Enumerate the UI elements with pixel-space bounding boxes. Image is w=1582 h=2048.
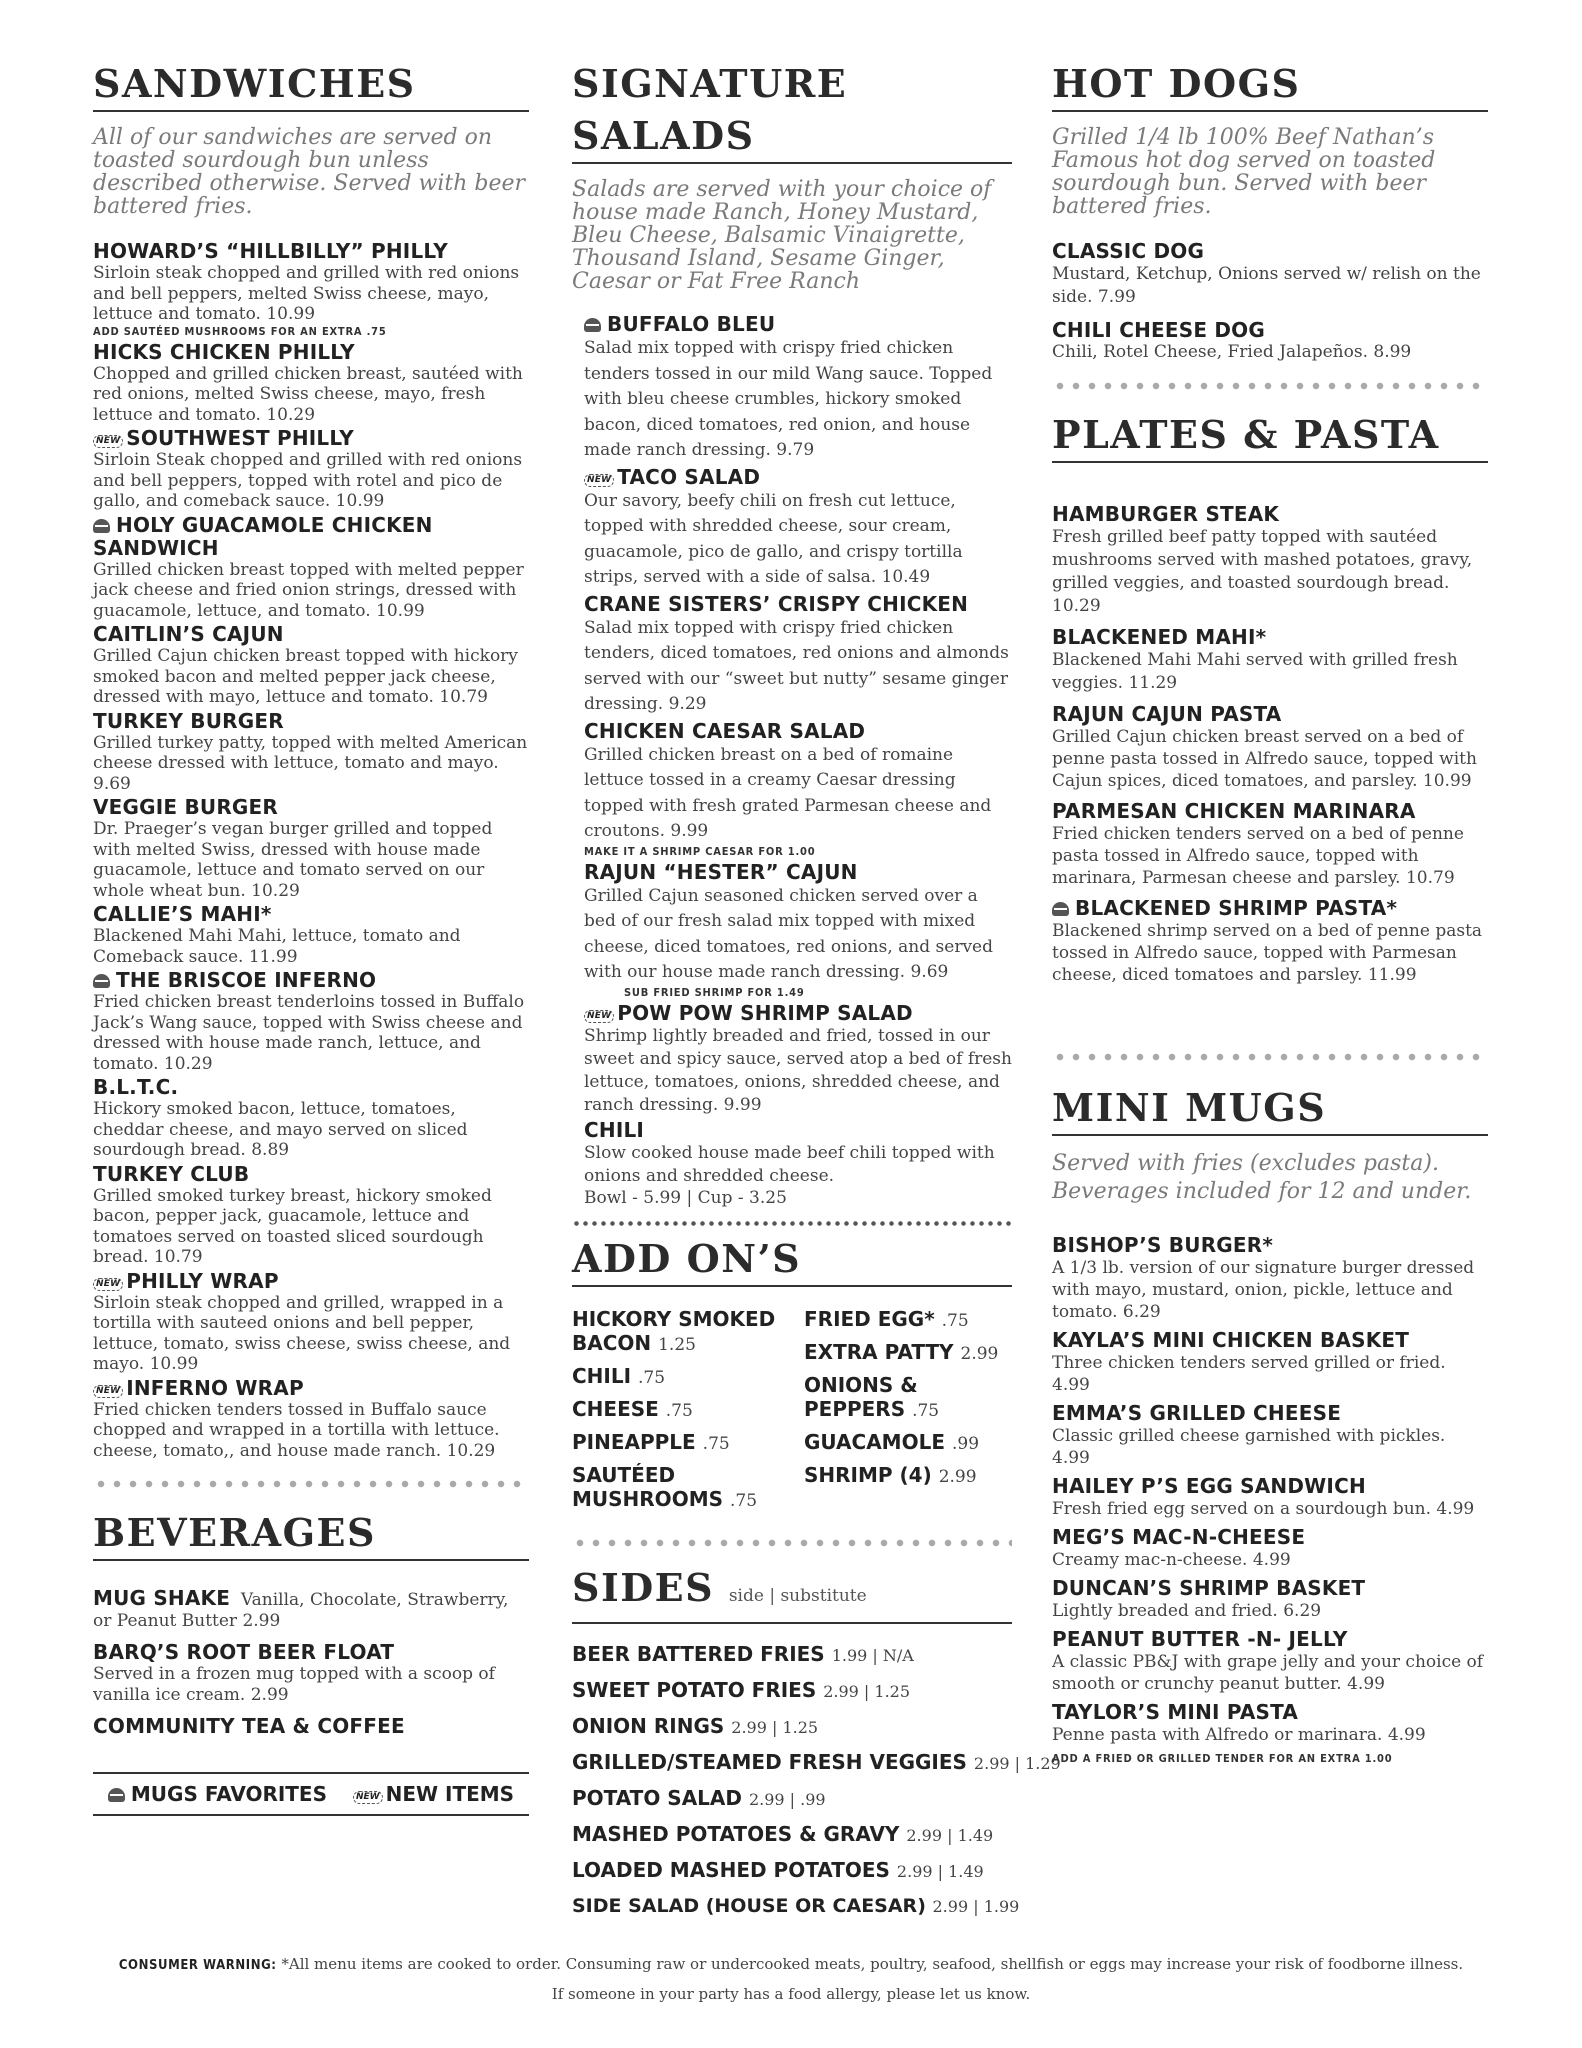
side-item: GRILLED/STEAMED FRESH VEGGIES 2.99 | 1.29	[572, 1750, 1061, 1774]
item-name: RAJUN “HESTER” CAJUN	[584, 859, 858, 884]
menu-item	[93, 623, 529, 708]
addon-item: ONIONS & PEPPERS .75	[804, 1373, 940, 1421]
new-item-icon: NEW	[584, 474, 614, 487]
new-item-icon: NEW	[353, 1791, 383, 1804]
item-name: CRANE SISTERS’ CRISPY CHICKEN	[584, 591, 969, 616]
addons-grid	[572, 1307, 1012, 1520]
addon-item: SAUTÉED MUSHROOMS .75	[572, 1463, 758, 1511]
dotted-divider	[1052, 1052, 1488, 1062]
minimugs-header	[1052, 1082, 1488, 1136]
addon-item: CHILI .75	[572, 1364, 666, 1388]
item-desc: Fried chicken tenders served on a bed of penne pasta tossed in Alfredo sauce, topped with marinara, Parmesan cheese and parsley. 10.79	[1052, 823, 1464, 888]
menu-item	[1052, 626, 1488, 695]
item-desc: Blackened Mahi Mahi, lettuce, tomato and Comeback sauce. 11.99	[93, 926, 461, 967]
item-desc: Grilled Cajun chicken breast topped with hickory smoked bacon and melted pepper jack cheese, dressed with mayo, lettuce and tomato. 10.79	[93, 646, 518, 707]
addon-item: GUACAMOLE .99	[804, 1430, 980, 1454]
item-desc: Penne pasta with Alfredo or marinara. 4.99	[1052, 1724, 1426, 1745]
dotted-divider	[93, 1479, 529, 1489]
item-desc: Grilled Cajun chicken breast served on a bed of penne pasta tossed in Alfredo sauce, topped with Cajun spices, diced tomatoes, and parsley. 10.99	[1052, 726, 1477, 791]
menu-item	[1052, 503, 1488, 618]
sides-subtitle: side | substitute	[728, 1586, 867, 1606]
item-desc: Vanilla, Chocolate, Strawberry, or Peanut Butter 2.99	[93, 1590, 509, 1631]
item-note: SUB FRIED SHRIMP FOR 1.49	[624, 985, 805, 999]
column-left	[93, 58, 529, 1816]
item-name: PHILLY WRAP	[126, 1268, 279, 1293]
mugs-favorite-icon	[93, 519, 110, 533]
menu-item	[584, 720, 1012, 859]
item-name: HICKS CHICKEN PHILLY	[93, 339, 355, 364]
side-item: LOADED MASHED POTATOES 2.99 | 1.49	[572, 1858, 984, 1882]
item-desc: Creamy mac-n-cheese. 4.99	[1052, 1549, 1291, 1570]
item-desc: Three chicken tenders served grilled or fried. 4.99	[1052, 1352, 1446, 1395]
item-name: BARQ’S ROOT BEER FLOAT	[93, 1640, 395, 1664]
new-item-icon: NEW	[93, 435, 123, 448]
item-name: CHILI	[584, 1117, 645, 1142]
item-name: CHICKEN CAESAR SALAD	[584, 718, 866, 743]
item-name: MEG’S MAC-N-CHEESE	[1052, 1524, 1306, 1549]
item-name: EMMA’S GRILLED CHEESE	[1052, 1400, 1342, 1425]
item-desc: Classic grilled cheese garnished with pickles. 4.99	[1052, 1425, 1446, 1468]
item-desc: Fried chicken tenders tossed in Buffalo sauce chopped and wrapped in a tortilla with lettuce. cheese, tomato,, and house made ranch. 10.29	[93, 1399, 500, 1461]
menu-item	[1052, 897, 1488, 986]
side-item: POTATO SALAD 2.99 | .99	[572, 1786, 826, 1810]
menu-item	[93, 341, 529, 426]
addons-col-left	[572, 1307, 780, 1520]
item-desc: Lightly breaded and fried. 6.29	[1052, 1600, 1322, 1621]
addon-item: FRIED EGG* .75	[804, 1307, 969, 1331]
addon-item: PINEAPPLE .75	[572, 1430, 730, 1454]
item-desc: Our savory, beefy chili on fresh cut lettuce, topped with shredded cheese, sour cream, guacamole, pico de gallo, and crispy tortilla strips, served with a side of salsa. 10.49	[584, 490, 963, 587]
menu-item	[1052, 1475, 1488, 1520]
menu-item	[1052, 1526, 1488, 1571]
menu-item	[584, 313, 1012, 464]
item-name: PEANUT BUTTER -N- JELLY	[1052, 1626, 1348, 1651]
item-name: PARMESAN CHICKEN MARINARA	[1052, 798, 1416, 823]
addons-title: ADD ON’S	[572, 1236, 802, 1281]
dotted-divider	[1052, 381, 1488, 391]
item-desc: Hickory smoked bacon, lettuce, tomatoes, cheddar cheese, and mayo served on sliced sourdough bread. 8.89	[93, 1099, 468, 1160]
mugs-favorite-icon	[93, 974, 110, 988]
plates-header	[1052, 409, 1488, 463]
menu-item	[93, 514, 529, 622]
addon-item: EXTRA PATTY 2.99	[804, 1340, 999, 1364]
legend	[93, 1772, 529, 1816]
item-desc: Salad mix topped with crispy fried chicken tenders tossed in our mild Wang sauce. Topped with bleu cheese crumbles, hickory smoked bacon, diced tomatoes, red onion, and house made ranch dressing. 9.79	[584, 338, 993, 460]
item-desc: Sirloin Steak chopped and grilled with red onions and bell peppers, topped with rotel and pico de gallo, and comeback sauce. 10.99	[93, 450, 523, 511]
item-name: TACO SALAD	[617, 464, 761, 489]
item-name: HAILEY P’S EGG SANDWICH	[1052, 1473, 1366, 1498]
legend-favorites: MUGS FAVORITES	[130, 1782, 327, 1806]
new-item-icon: NEW	[93, 1278, 123, 1291]
menu-item	[1052, 1234, 1488, 1323]
item-desc: Fresh fried egg served on a sourdough bun. 4.99	[1052, 1498, 1475, 1519]
addons-col-right	[804, 1307, 1012, 1520]
side-item: SIDE SALAD (HOUSE OR CAESAR) 2.99 | 1.99	[572, 1895, 1020, 1917]
item-name: SOUTHWEST PHILLY	[126, 426, 354, 450]
hotdogs-title: HOT DOGS	[1052, 61, 1301, 106]
item-name: BUFFALO BLEU	[607, 312, 776, 336]
item-name: VEGGIE BURGER	[93, 795, 279, 819]
item-name: BISHOP’S BURGER*	[1052, 1232, 1274, 1257]
menu-item	[93, 1377, 529, 1462]
menu-item	[93, 969, 529, 1074]
minimugs-intro: Served with fries (excludes pasta). Beverages included for 12 and under.	[1052, 1150, 1472, 1204]
item-name: DUNCAN’S SHRIMP BASKET	[1052, 1575, 1366, 1600]
sandwiches-title: SANDWICHES	[93, 61, 416, 106]
item-name: COMMUNITY TEA & COFFEE	[93, 1714, 405, 1738]
item-name: CHILI CHEESE DOG	[1052, 318, 1265, 342]
item-name: HAMBURGER STEAK	[1052, 501, 1280, 526]
menu-item	[93, 796, 529, 901]
item-desc: Dr. Praeger’s vegan burger grilled and topped with melted Swiss, dressed with house made guacamole, lettuce and tomato served on our whole wheat bun. 10.29	[93, 819, 493, 901]
item-note: ADD SAUTÉED MUSHROOMS FOR AN EXTRA .75	[93, 324, 387, 338]
addons-header	[572, 1233, 1012, 1287]
menu-item	[93, 427, 529, 512]
side-item: BEER BATTERED FRIES 1.99 | N/A	[572, 1642, 914, 1666]
item-name: POW POW SHRIMP SALAD	[617, 1000, 913, 1025]
consumer-warning	[0, 1950, 1582, 2008]
salads-list	[572, 313, 1012, 1208]
item-desc: Grilled chicken breast topped with melted pepper jack cheese and fried onion strings, dressed with guacamole, lettuce, and tomato. 10.99	[93, 559, 524, 621]
menu-item	[93, 1641, 529, 1705]
side-item: MASHED POTATOES & GRAVY 2.99 | 1.49	[572, 1822, 994, 1846]
hotdogs-intro: Grilled 1/4 lb 100% Beef Nathan’s Famous hot dog served on toasted sourdough bun. Served with beer battered fries.	[1052, 125, 1436, 219]
item-name: TURKEY CLUB	[93, 1161, 250, 1186]
menu-item	[584, 1119, 1012, 1209]
item-desc: Grilled Cajun seasoned chicken served over a bed of our fresh salad mix topped with mixed cheese, diced tomatoes, red onions, and served with our house made ranch dressing. 9.69	[584, 885, 993, 982]
sides-title: SIDES	[572, 1565, 715, 1610]
menu-item	[1052, 800, 1488, 889]
menu-item	[1052, 319, 1488, 363]
sides-header	[572, 1562, 1012, 1624]
minimugs-title: MINI MUGS	[1052, 1084, 1327, 1130]
sandwiches-header	[93, 58, 529, 112]
item-desc: Blackened shrimp served on a bed of penne pasta tossed in Alfredo sauce, topped with Parmesan cheese, diced tomatoes and parsley. 11.99	[1052, 920, 1483, 985]
item-desc: Chili, Rotel Cheese, Fried Jalapeños. 8.99	[1052, 342, 1412, 362]
item-desc: Fried chicken breast tenderloins tossed in Buffalo Jack’s Wang sauce, topped with Swiss cheese and dressed with house made ranch, lettuce, and tomato. 10.29	[93, 992, 525, 1074]
menu-item	[93, 1076, 529, 1161]
menu-item	[93, 710, 529, 795]
item-desc: Chopped and grilled chicken breast, sautéed with red onions, melted Swiss cheese, mayo, fresh lettuce and tomato. 10.29	[93, 363, 523, 425]
addon-item: HICKORY SMOKED BACON 1.25	[572, 1307, 776, 1355]
item-desc: Blackened Mahi Mahi served with grilled fresh veggies. 11.29	[1052, 649, 1458, 693]
item-name: KAYLA’S MINI CHICKEN BASKET	[1052, 1327, 1410, 1352]
item-name: HOLY GUACAMOLE CHICKEN SANDWICH	[93, 512, 433, 560]
menu-item	[1052, 1577, 1488, 1622]
item-desc: Served in a frozen mug topped with a scoop of vanilla ice cream. 2.99	[93, 1664, 495, 1705]
item-desc: Slow cooked house made beef chili topped with onions and shredded cheese.	[584, 1142, 995, 1186]
menu-item	[93, 240, 529, 339]
item-desc: Fresh grilled beef patty topped with sautéed mushrooms served with mashed potatoes, gravy, grilled veggies, and toasted sourdough bread. 10.29	[1052, 526, 1473, 616]
menu-item	[93, 1587, 529, 1631]
menu-item	[1052, 1628, 1488, 1695]
sandwiches-intro: All of our sandwiches are served on toasted sourdough bun unless described otherwise. Served with beer battered fries.	[93, 125, 526, 219]
item-desc: Sirloin steak chopped and grilled with red onions and bell peppers, melted Swiss cheese, mayo, lettuce and tomato. 10.99	[93, 263, 520, 324]
salads-header	[572, 58, 1012, 164]
menu-item	[93, 1715, 529, 1738]
mugs-favorite-icon	[108, 1788, 125, 1802]
addon-item: SHRIMP (4) 2.99	[804, 1463, 977, 1487]
side-item: ONION RINGS 2.99 | 1.25	[572, 1714, 819, 1738]
salads-intro: Salads are served with your choice of house made Ranch, Honey Mustard, Bleu Cheese, Balsamic Vinaigrette, Thousand Island, Sesame Ginger, Caesar or Fat Free Ranch	[572, 177, 992, 294]
item-name: MUG SHAKE	[93, 1586, 231, 1610]
menu-item	[93, 903, 529, 967]
item-name: CAITLIN’S CAJUN	[93, 622, 284, 646]
item-desc: Grilled turkey patty, topped with melted American cheese dressed with lettuce, tomato and mayo. 9.69	[93, 732, 528, 794]
menu-item	[584, 466, 1012, 591]
menu-item	[584, 861, 1012, 1000]
item-desc: Sirloin steak chopped and grilled, wrapped in a tortilla with sauteed onions and bell pepper, lettuce, tomato, swiss cheese, swiss cheese, and mayo. 10.99	[93, 1292, 511, 1374]
warning-label: CONSUMER WARNING:	[118, 1958, 277, 1973]
item-price: Bowl - 5.99 | Cup - 3.25	[584, 1187, 787, 1208]
menu-item	[1052, 1402, 1488, 1469]
menu-item	[93, 1163, 529, 1268]
item-desc: Grilled smoked turkey breast, hickory smoked bacon, pepper jack, guacamole, lettuce and tomatoes served on toasted sliced sourdough bread. 10.79	[93, 1185, 492, 1267]
menu-item	[1052, 1329, 1488, 1396]
item-name: HOWARD’S “HILLBILLY” PHILLY	[93, 239, 448, 263]
menu-item	[93, 1270, 529, 1375]
mugs-favorite-icon	[584, 318, 601, 332]
addon-item: CHEESE .75	[572, 1397, 693, 1421]
item-name: INFERNO WRAP	[126, 1375, 304, 1400]
mugs-favorite-icon	[1052, 902, 1069, 916]
item-note: MAKE IT A SHRIMP CAESAR FOR 1.00	[584, 844, 816, 858]
side-item: SWEET POTATO FRIES 2.99 | 1.25	[572, 1678, 911, 1702]
item-name: TURKEY BURGER	[93, 708, 284, 733]
dotted-divider	[572, 1538, 1012, 1548]
minimugs-note: ADD A FRIED OR GRILLED TENDER FOR AN EXTRA 1.00	[1052, 1751, 1393, 1765]
column-right	[1052, 58, 1488, 1766]
plates-title: PLATES & PASTA	[1052, 411, 1440, 457]
menu-item	[584, 593, 1012, 718]
warning-text: *All menu items are cooked to order. Consuming raw or undercooked meats, poultry, seafood, shellfish or eggs may increase your risk of foodborne illness.	[281, 1955, 1464, 1973]
new-item-icon: NEW	[584, 1010, 614, 1023]
item-name: BLACKENED SHRIMP PASTA*	[1075, 895, 1398, 920]
item-desc: Grilled chicken breast on a bed of romaine lettuce tossed in a creamy Caesar dressing topped with fresh grated Parmesan cheese and croutons. 9.99	[584, 744, 992, 841]
beverages-title: BEVERAGES	[93, 1510, 376, 1555]
item-desc: Salad mix topped with crispy fried chicken tenders, diced tomatoes, red onions and almonds served with our “sweet but nutty” sesame ginger dressing. 9.29	[584, 617, 1009, 714]
item-name: CLASSIC DOG	[1052, 239, 1205, 263]
item-desc: Shrimp lightly breaded and fried, tossed in our sweet and spicy sauce, served atop a bed of fresh lettuce, tomatoes, onions, shredded cheese, and ranch dressing. 9.99	[584, 1025, 1012, 1115]
salads-title: SIGNATURE SALADS	[572, 61, 848, 158]
menu-item	[584, 1002, 1012, 1117]
allergy-notice: If someone in your party has a food allergy, please let us know.	[551, 1985, 1031, 2003]
dotted-divider	[572, 1220, 1012, 1227]
beverages-header	[93, 1507, 529, 1561]
item-desc: A 1/3 lb. version of our signature burger dressed with mayo, mustard, onion, pickle, lettuce and tomato. 6.29	[1052, 1257, 1475, 1322]
hotdogs-header	[1052, 58, 1488, 112]
menu-item	[1052, 1701, 1488, 1746]
new-item-icon: NEW	[93, 1385, 123, 1398]
item-name: TAYLOR’S MINI PASTA	[1052, 1699, 1299, 1724]
column-middle	[572, 58, 1061, 1929]
item-name: B.L.T.C.	[93, 1075, 179, 1099]
item-name: BLACKENED MAHI*	[1052, 624, 1267, 649]
item-desc: Mustard, Ketchup, Onions served w/ relish on the side. 7.99	[1052, 264, 1481, 307]
item-desc: A classic PB&J with grape jelly and your choice of smooth or crunchy peanut butter. 4.99	[1052, 1651, 1484, 1694]
legend-new-items: NEW ITEMS	[385, 1782, 515, 1806]
item-name: CALLIE’S MAHI*	[93, 902, 272, 926]
item-name: RAJUN CAJUN PASTA	[1052, 701, 1282, 726]
menu-item	[1052, 703, 1488, 792]
menu-item	[1052, 240, 1488, 309]
item-name: THE BRISCOE INFERNO	[116, 968, 377, 992]
